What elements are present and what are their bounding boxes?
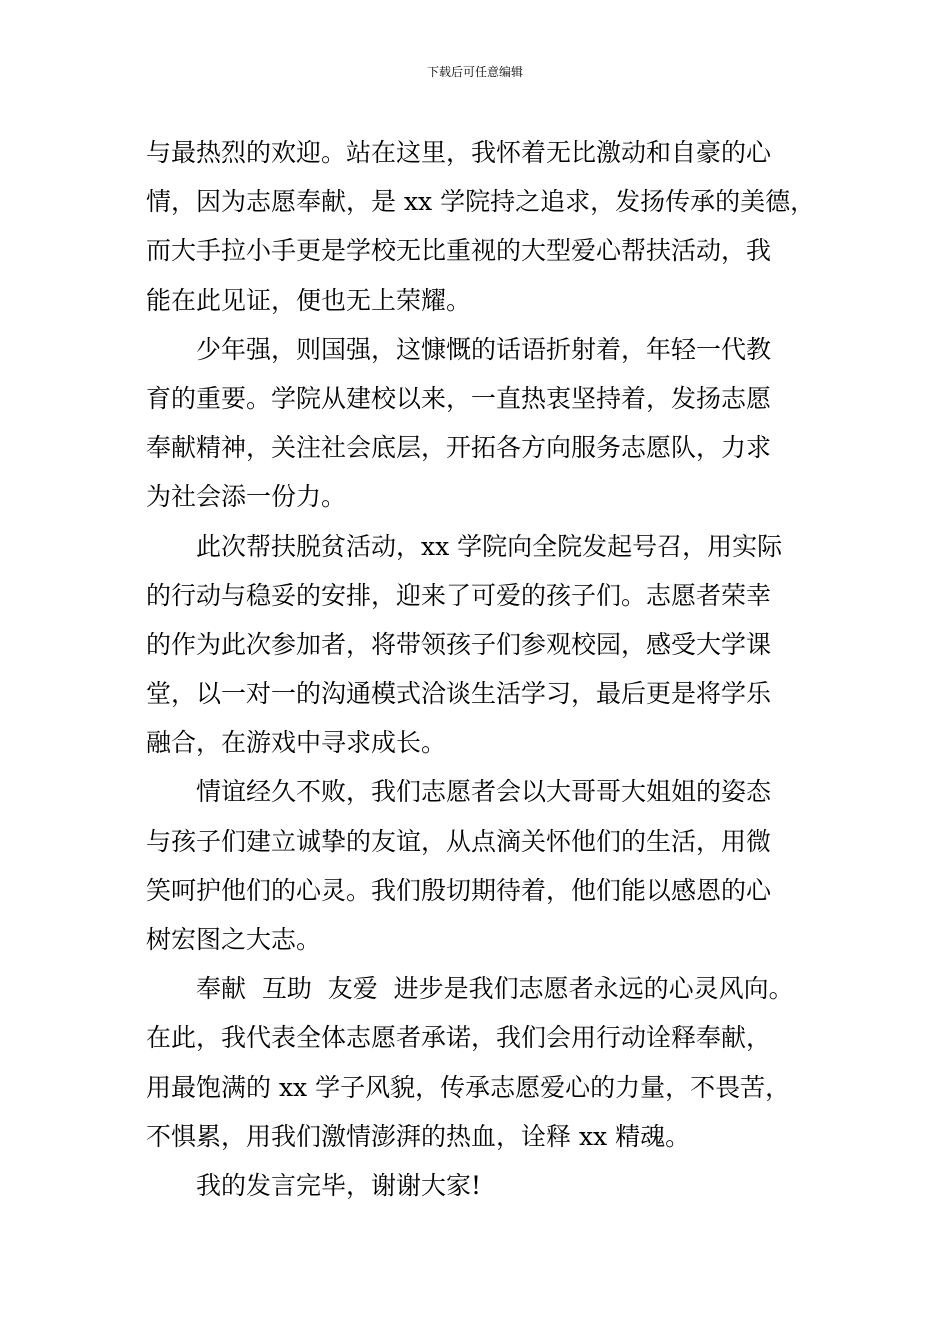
paragraph-1	[146, 128, 826, 325]
text-line: 少年强，则国强，这慷慨的话语折射着，年轻一代教	[196, 334, 772, 364]
text-line: 在此，我代表全体志愿者承诺，我们会用行动诠释奉献，	[146, 1023, 772, 1053]
text-line: 为社会添一份力。	[146, 482, 347, 512]
paragraph-3	[146, 522, 826, 768]
paragraph-2	[146, 325, 826, 522]
text-line: 能在此见证，便也无上荣耀。	[146, 285, 472, 315]
paragraph-5	[146, 964, 826, 1161]
text-line: 用最饱满的 xx 学子风貌，传承志愿爱心的力量，不畏苦，	[146, 1072, 791, 1102]
text-line: 奉献 互助 友爱 进步是我们志愿者永远的心灵风向。	[196, 974, 794, 1004]
text-line: 与最热烈的欢迎。站在这里，我怀着无比激动和自豪的心	[146, 138, 772, 167]
text-line: 不惧累，用我们激情澎湃的热血，诠释 xx 精魂。	[146, 1121, 691, 1151]
text-line: 树宏图之大志。	[146, 925, 322, 954]
paragraph-6	[146, 1161, 826, 1210]
text-line: 情，因为志愿奉献，是 xx 学院持之追求，发扬传承的美德，	[146, 187, 816, 217]
text-line: 育的重要。学院从建校以来，一直热衷坚持着，发扬志愿	[146, 383, 772, 413]
text-line: 而大手拉小手更是学校无比重视的大型爱心帮扶活动，我	[146, 236, 772, 266]
text-line: 情谊经久不败，我们志愿者会以大哥哥大姐姐的姿态	[196, 777, 772, 807]
page-header-note: 下载后可任意编辑	[426, 65, 523, 79]
text-line: 融合，在游戏中寻求成长。	[146, 728, 447, 758]
paragraph-4	[146, 767, 826, 964]
text-line: 堂，以一对一的沟通模式洽谈生活学习，最后更是将学乐	[146, 679, 772, 709]
text-line: 与孩子们建立诚挚的友谊，从点滴关怀他们的生活，用微	[146, 826, 772, 856]
text-line: 的行动与稳妥的安排，迎来了可爱的孩子们。志愿者荣幸	[146, 580, 772, 610]
text-line: 此次帮扶脱贫活动，xx 学院向全院发起号召，用实际	[196, 531, 783, 561]
closing-line: 我的发言完毕，谢谢大家!	[196, 1170, 482, 1200]
speech-body	[146, 128, 826, 1210]
text-line: 笑呵护他们的心灵。我们殷切期待着，他们能以感恩的心	[146, 875, 772, 905]
text-line: 的作为此次参加者，将带领孩子们参观校园，感受大学课	[146, 629, 772, 659]
text-line: 奉献精神，关注社会底层，开拓各方向服务志愿队，力求	[146, 433, 772, 463]
